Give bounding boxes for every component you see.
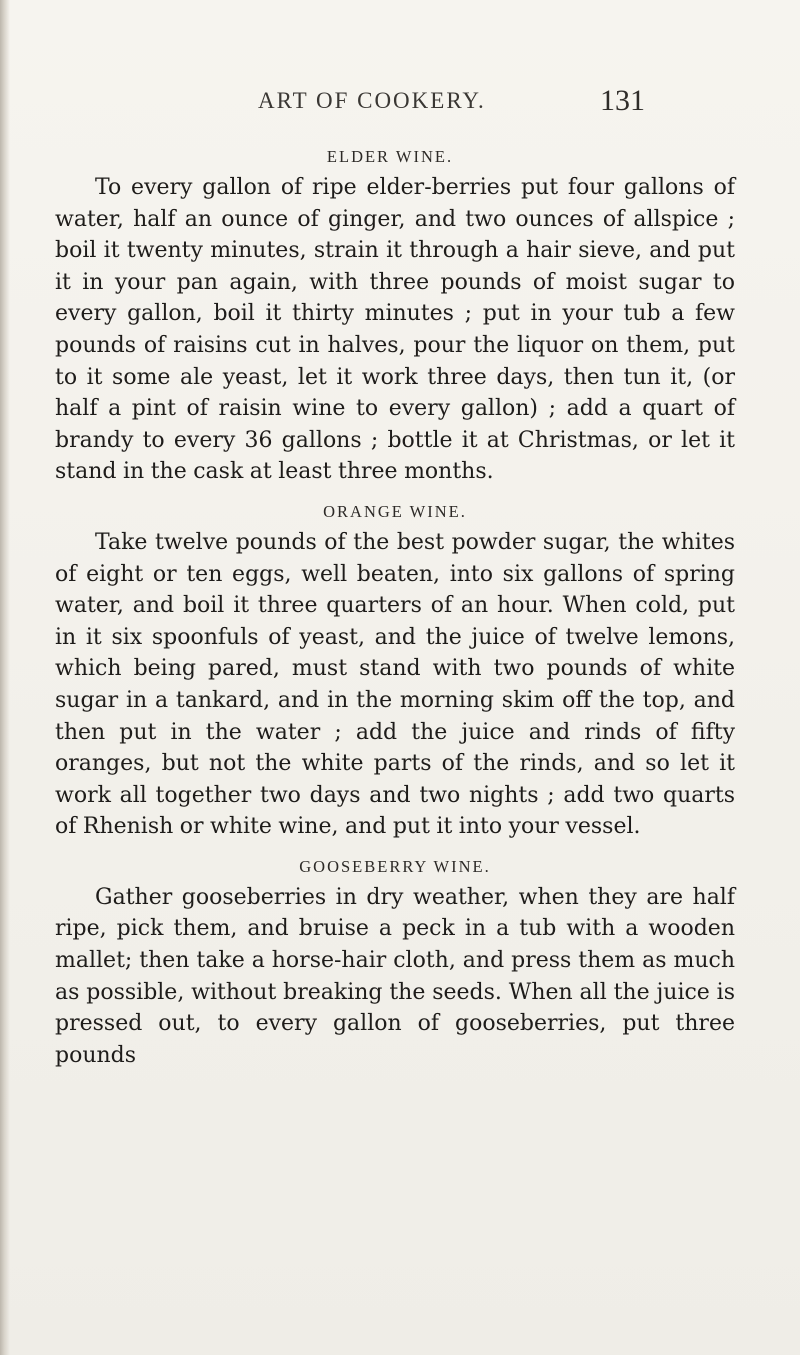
running-title: ART OF COOKERY. [258,88,486,113]
page-number: 131 [600,84,645,117]
recipe-text-gooseberry-wine: Gather gooseberries in dry weather, when they are half ripe, pick them, and bruise a peck in a tub with a wooden mallet; then take a horse-hair cloth, and press them as much as possible, without breaking the seeds. When all the juice is pressed out, to every gallon of gooseberries, put three pounds [55,884,735,1068]
running-head [0,84,800,124]
page-content [55,143,735,1071]
section-heading-elder-wine: ELDER WINE. [326,147,454,166]
section-heading-gooseberry-wine: GOOSEBERRY WINE. [299,856,491,876]
section-heading-orange-wine: ORANGE WINE. [323,501,467,521]
recipe-text-orange-wine: Take twelve pounds of the best powder sugar, the whites of eight or ten eggs, well beaten, into six gallons of spring water, and boil it three quarters of an hour. When cold, put in it six spoonfuls of yeast, and the juice of twelve lemons, which being pared, must stand with two pounds of white sugar in a tankard, and in the morning skim off the top, and then put in the water ; add the juice and rinds of fifty oranges, but not the white parts of the rinds, and so let it work all together two days and two nights ; add two quarts of Rhenish or white wine, and put it into your vessel. [55,529,735,840]
page-gutter-shadow [0,0,10,1355]
recipe-text-elder-wine: To every gallon of ripe elder-berries put four gallons of water, half an ounce of ginger, and two ounces of allspice ; boil it twenty minutes, strain it through a hair sieve, and put it in your pan again, with three pounds of moist sugar to every gallon, boil it thirty minutes ; put in your tub a few pounds of raisins cut in halves, pour the liquor on them, put to it some ale yeast, let it work three days, then tun it, (or half a pint of raisin wine to every gallon) ; add a quart of brandy to every 36 gallons ; bottle it at Christmas, or let it stand in the cask at least three months. [55,175,735,485]
